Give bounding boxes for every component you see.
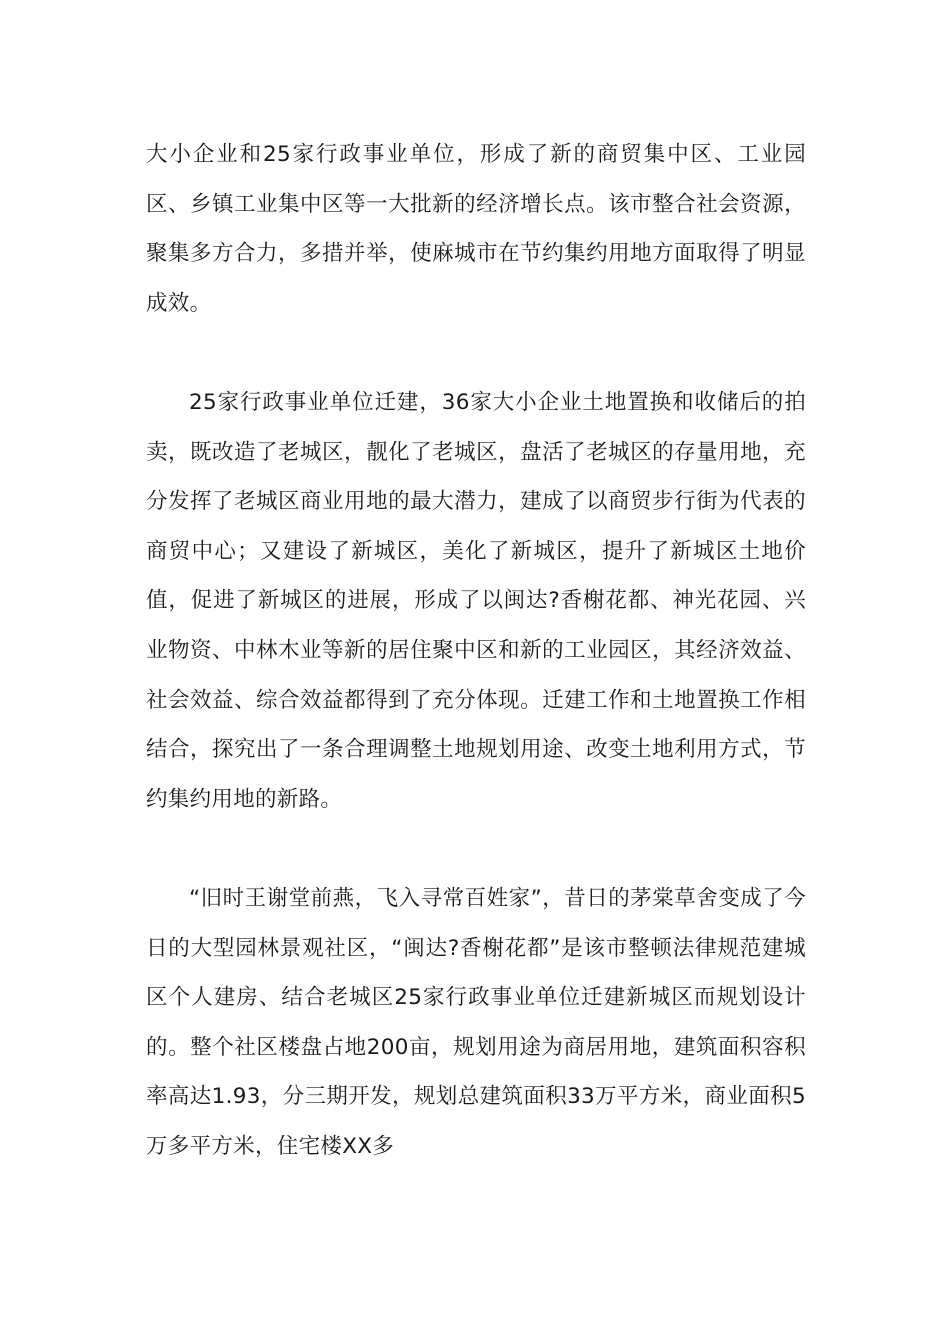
paragraph-1: 大小企业和25家行政事业单位，形成了新的商贸集中区、工业园区、乡镇工业集中区等一大批新的经济增长点。该市整合社会资源，聚集多方合力，多措并举，使麻城市在节约集约用地方面取得了明显成效。 (146, 142, 806, 316)
paragraph-3: “旧时王谢堂前燕，飞入寻常百姓家”，昔日的茅棠草舍变成了今日的大型园林景观社区，“闽达?香榭花都”是该市整顿法律规范建城区个人建房、结合老城区25家行政事业单位迁建新城区而规划设计的。整个社区楼盘占地200亩，规划用途为商居用地，建筑面积容积率高达1.93，分三期开发，规划总建筑面积33万平方米，商业面积5万多平方米，住宅楼XX多 (146, 885, 806, 1159)
document-body (146, 130, 806, 1171)
paragraph-2: 25家行政事业单位迁建，36家大小企业土地置换和收储后的拍卖，既改造了老城区，靓化了老城区，盘活了老城区的存量用地，充分发挥了老城区商业用地的最大潜力，建成了以商贸步行街为代表的商贸中心；又建设了新城区，美化了新城区，提升了新城区土地价值，促进了新城区的进展，形成了以闽达?香榭花都、神光花园、兴业物资、中林木业等新的居住聚中区和新的工业园区，其经济效益、社会效益、综合效益都得到了充分体现。迁建工作和土地置换工作相结合，探究出了一条合理调整土地规划用途、改变土地利用方式，节约集约用地的新路。 (146, 389, 806, 812)
